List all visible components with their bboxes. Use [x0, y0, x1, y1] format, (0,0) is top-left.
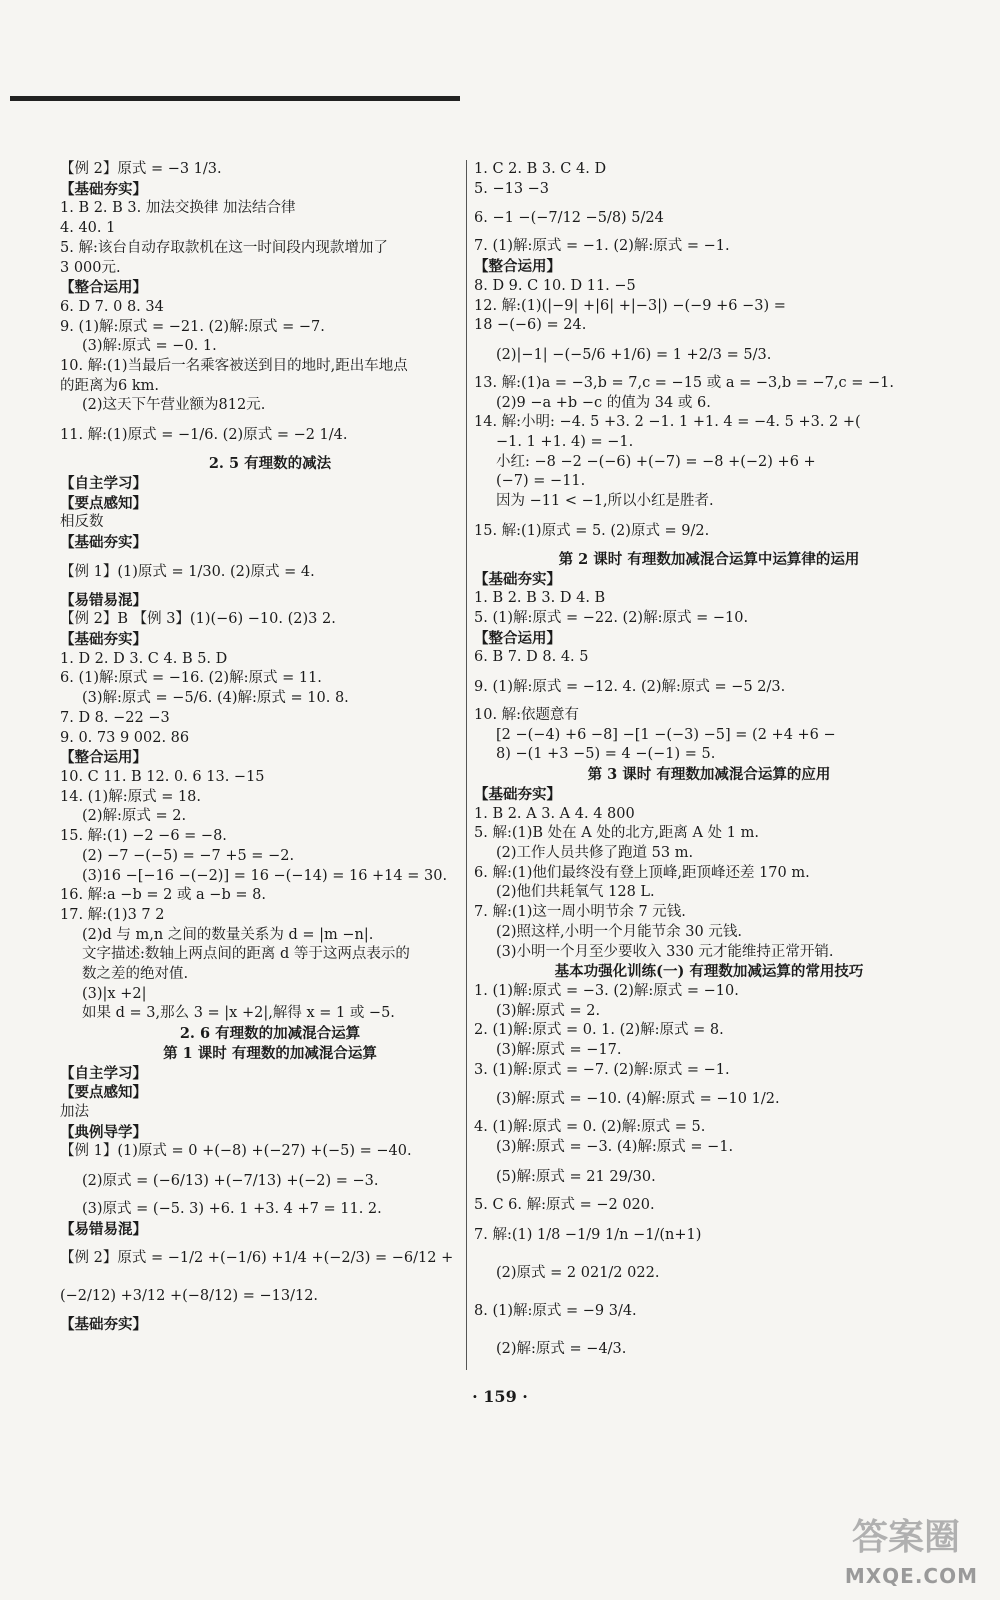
- page-number: · 159 ·: [472, 1387, 528, 1406]
- answer-line: 7. 解:(1) 1/8 −1/9 1/n −1/(n+1): [474, 1226, 702, 1243]
- answer-line: 8. D 9. C 10. D 11. −5: [474, 277, 636, 294]
- answer-line: 数之差的绝对值.: [82, 966, 189, 983]
- answer-line: (−7) = −11.: [496, 473, 586, 490]
- answer-line: 【易错易混】: [60, 1220, 147, 1238]
- answer-line: 【基础夯实】: [60, 631, 147, 649]
- answer-line: 6. 解:(1)他们最终没有登上顶峰,距顶峰还差 170 m.: [474, 864, 810, 881]
- answer-line: (2)照这样,小明一个月能节余 30 元钱.: [496, 923, 742, 940]
- answer-line: 1. C 2. B 3. C 4. D: [474, 161, 607, 177]
- answer-line: (−2/12) +3/12 +(−8/12) = −13/12.: [60, 1288, 319, 1305]
- answer-line: 【例 2】原式 = −1/2 +(−1/6) +1/4 +(−2/3) = −6/12 +: [60, 1250, 454, 1267]
- answer-line: 【整合运用】: [60, 749, 147, 767]
- answer-line: 2. 5 有理数的减法: [208, 455, 332, 473]
- answer-line: (3)|x +2|: [82, 985, 147, 1002]
- answer-line: 6. −1 −(−7/12 −5/8) 5/24: [474, 210, 664, 227]
- answer-line: 【基础夯实】: [60, 180, 147, 198]
- answer-line: 【例 1】(1)原式 = 0 +(−8) +(−27) +(−5) = −40.: [60, 1143, 412, 1160]
- answer-line: 【例 1】(1)原式 = 1/30. (2)原式 = 4.: [60, 563, 315, 580]
- answer-line: 17. 解:(1)3 7 2: [60, 906, 165, 923]
- answer-line: 基本功强化训练(一) 有理数加减运算的常用技巧: [554, 963, 864, 981]
- answer-line: 5. C 6. 解:原式 = −2 020.: [474, 1196, 655, 1213]
- answer-line: (2) −7 −(−5) = −7 +5 = −2.: [82, 847, 295, 864]
- answer-line: 3. (1)解:原式 = −7. (2)解:原式 = −1.: [474, 1061, 730, 1078]
- answer-line: 2. (1)解:原式 = 0. 1. (2)解:原式 = 8.: [474, 1022, 724, 1039]
- answer-line: 如果 d = 3,那么 3 = |x +2|,解得 x = 1 或 −5.: [82, 1005, 395, 1022]
- answer-line: (2)d 与 m,n 之间的数量关系为 d = |m −n|.: [82, 926, 374, 943]
- answer-line: 18 −(−6) = 24.: [474, 317, 587, 334]
- answer-line: (2)这天下午营业额为812元.: [82, 397, 266, 414]
- answer-line: (3)解:原式 = −5/6. (4)解:原式 = 10. 8.: [82, 690, 349, 707]
- answer-line: 14. (1)解:原式 = 18.: [60, 788, 202, 805]
- answer-line: 1. (1)解:原式 = −3. (2)解:原式 = −10.: [474, 982, 739, 999]
- answer-line: 【基础夯实】: [474, 570, 561, 588]
- answer-line: 文字描述:数轴上两点间的距离 d 等于这两点表示的: [82, 946, 410, 963]
- answer-line: 4. (1)解:原式 = 0. (2)解:原式 = 5.: [474, 1119, 706, 1136]
- answer-line: 5. −13 −3: [474, 180, 550, 197]
- answer-line: 5. (1)解:原式 = −22. (2)解:原式 = −10.: [474, 609, 749, 626]
- answer-line: 1. B 2. A 3. A 4. 4 800: [474, 805, 635, 822]
- answer-line: 5. 解:(1)B 处在 A 处的北方,距离 A 处 1 m.: [474, 825, 759, 842]
- answer-line: 10. C 11. B 12. 0. 6 13. −15: [60, 768, 265, 785]
- answer-line: 【基础夯实】: [60, 533, 147, 551]
- answer-line: 【要点感知】: [60, 1084, 147, 1102]
- answer-line: 7. D 8. −22 −3: [60, 709, 170, 726]
- answer-line: 8) −(1 +3 −5) = 4 −(−1) = 5.: [496, 746, 716, 763]
- answer-line: 3 000元.: [60, 259, 121, 276]
- answer-line: (2)原式 = 2 021/2 022.: [496, 1264, 660, 1281]
- answer-line: 2. 6 有理数的加减混合运算: [179, 1025, 361, 1043]
- answer-line: 相反数: [60, 514, 104, 531]
- answer-line: 小红: −8 −2 −(−6) +(−7) = −8 +(−2) +6 +: [496, 453, 816, 470]
- answer-line: 1. B 2. B 3. 加法交换律 加法结合律: [60, 200, 296, 217]
- answer-line: 16. 解:a −b = 2 或 a −b = 8.: [60, 887, 266, 904]
- answer-line: 【要点感知】: [60, 494, 147, 512]
- answer-line: (2)9 −a +b −c 的值为 34 或 6.: [496, 394, 711, 411]
- answer-line: 13. 解:(1)a = −3,b = 7,c = −15 或 a = −3,b = −7,c = −1.: [474, 374, 894, 391]
- answer-line: 的距离为6 km.: [60, 377, 159, 394]
- answer-line: 【整合运用】: [474, 629, 561, 647]
- right-column: [474, 160, 944, 1368]
- answer-line: 【基础夯实】: [60, 1316, 147, 1334]
- answer-line: (3)原式 = (−5. 3) +6. 1 +3. 4 +7 = 11. 2.: [82, 1201, 382, 1218]
- answer-line: 15. 解:(1)原式 = 5. (2)原式 = 9/2.: [474, 522, 710, 539]
- answer-line: 8. (1)解:原式 = −9 3/4.: [474, 1302, 637, 1319]
- column-divider: [466, 160, 467, 1370]
- answer-line: 加法: [60, 1103, 89, 1120]
- watermark-url: MXQE.COM: [844, 1564, 978, 1588]
- answer-line: 【例 2】B 【例 3】(1)(−6) −10. (2)3 2.: [60, 611, 336, 628]
- answer-line: 【整合运用】: [474, 258, 561, 276]
- answer-line: 11. 解:(1)原式 = −1/6. (2)原式 = −2 1/4.: [60, 427, 348, 444]
- answer-line: 【例 2】原式 = −3 1/3.: [60, 161, 222, 177]
- answer-line: 7. 解:(1)这一周小明节余 7 元钱.: [474, 904, 686, 921]
- answer-line: 因为 −11 < −1,所以小红是胜者.: [496, 493, 714, 510]
- answer-line: 7. (1)解:原式 = −1. (2)解:原式 = −1.: [474, 238, 730, 255]
- answer-line: (3)解:原式 = −0. 1.: [82, 338, 217, 355]
- answer-line: (2)他们共耗氧气 128 L.: [496, 884, 655, 901]
- answer-line: 1. D 2. D 3. C 4. B 5. D: [60, 650, 228, 667]
- answer-line: 10. 解:依题意有: [474, 707, 580, 724]
- answer-line: 第 1 课时 有理数的加减混合运算: [163, 1044, 377, 1062]
- answer-line: −1. 1 +1. 4) = −1.: [496, 434, 634, 451]
- answer-line: (2)工作人员共修了跑道 53 m.: [496, 844, 694, 861]
- answer-line: (3)小明一个月至少要收入 330 元才能维持正常开销.: [496, 943, 834, 960]
- answer-line: (3)解:原式 = 2.: [496, 1002, 601, 1019]
- answer-line: 【典例导学】: [60, 1123, 147, 1141]
- answer-line: 15. 解:(1) −2 −6 = −8.: [60, 828, 227, 845]
- answer-line: 12. 解:(1)(|−9| +|6| +|−3|) −(−9 +6 −3) =: [474, 297, 786, 314]
- answer-line: 10. 解:(1)当最后一名乘客被送到目的地时,距出车地点: [60, 358, 408, 375]
- answer-line: 9. (1)解:原式 = −12. 4. (2)解:原式 = −5 2/3.: [474, 679, 786, 696]
- answer-line: 14. 解:小明: −4. 5 +3. 2 −1. 1 +1. 4 = −4. 5 +3. 2 +(: [474, 414, 861, 431]
- answer-line: (5)解:原式 = 21 29/30.: [496, 1168, 656, 1185]
- answer-line: (2)解:原式 = 2.: [82, 808, 187, 825]
- watermark-logo: 答案圈: [851, 1517, 960, 1558]
- left-column: [60, 160, 480, 1335]
- top-rule: [10, 96, 460, 101]
- answer-line: 第 2 课时 有理数加减混合运算中运算律的运用: [558, 550, 860, 568]
- answer-line: 【基础夯实】: [474, 785, 561, 803]
- answer-line: (3)16 −[−16 −(−2)] = 16 −(−14) = 16 +14 = 30.: [82, 867, 448, 884]
- answer-line: 6. B 7. D 8. 4. 5: [474, 649, 589, 666]
- answer-line: (3)解:原式 = −17.: [496, 1042, 622, 1059]
- answer-line: (2)|−1| −(−5/6 +1/6) = 1 +2/3 = 5/3.: [496, 346, 772, 363]
- answer-line: 6. (1)解:原式 = −16. (2)解:原式 = 11.: [60, 670, 322, 687]
- answer-line: 【整合运用】: [60, 279, 147, 297]
- answer-line: 5. 解:该台自动存取款机在这一时间段内现款增加了: [60, 239, 388, 256]
- answer-line: 第 3 课时 有理数加减混合运算的应用: [587, 766, 831, 784]
- answer-line: [2 −(−4) +6 −8] −[1 −(−3) −5] = (2 +4 +6 −: [496, 726, 836, 743]
- answer-line: 9. (1)解:原式 = −21. (2)解:原式 = −7.: [60, 318, 325, 335]
- answer-line: 【自主学习】: [60, 474, 147, 492]
- answer-line: 【易错易混】: [60, 591, 147, 609]
- answer-line: 【自主学习】: [60, 1064, 147, 1082]
- answer-line: 9. 0. 73 9 002. 86: [60, 729, 190, 746]
- answer-line: (2)解:原式 = −4/3.: [496, 1340, 627, 1357]
- answer-line: (3)解:原式 = −3. (4)解:原式 = −1.: [496, 1139, 734, 1156]
- answer-line: 1. B 2. B 3. D 4. B: [474, 590, 606, 607]
- answer-line: (3)解:原式 = −10. (4)解:原式 = −10 1/2.: [496, 1091, 780, 1108]
- answer-line: 6. D 7. 0 8. 34: [60, 298, 164, 315]
- answer-line: (2)原式 = (−6/13) +(−7/13) +(−2) = −3.: [82, 1173, 379, 1190]
- answer-line: 4. 40. 1: [60, 220, 116, 237]
